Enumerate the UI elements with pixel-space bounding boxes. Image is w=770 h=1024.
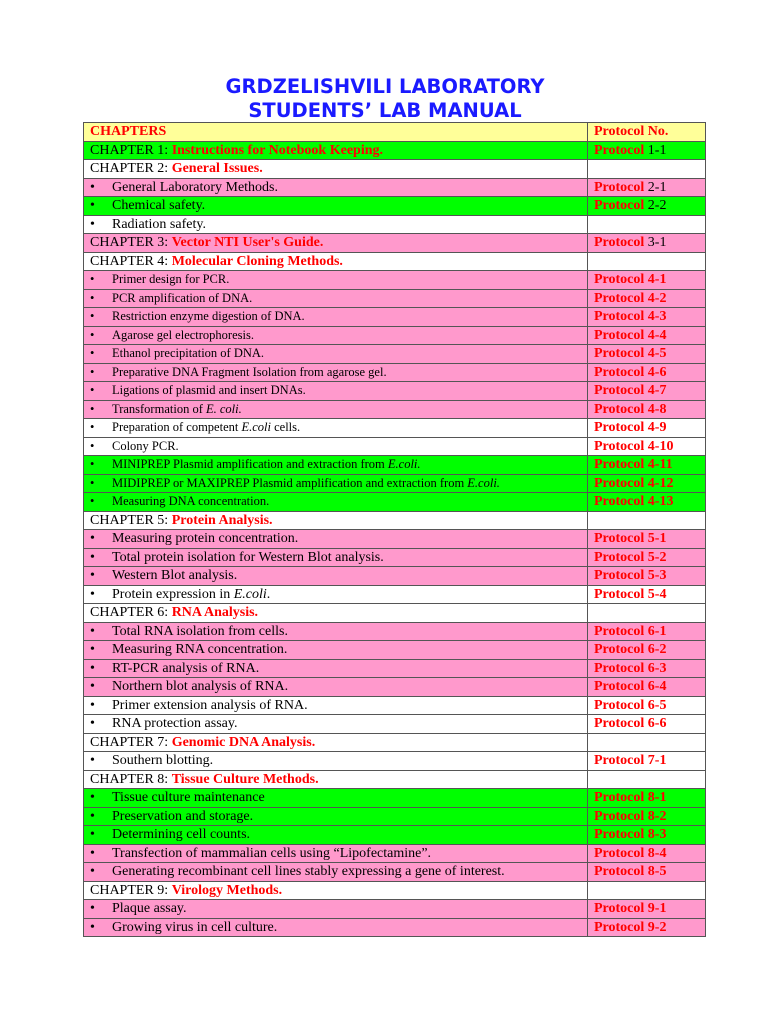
protocol-label: Protocol <box>594 845 645 861</box>
protocol-number: 4-2 <box>647 290 667 306</box>
protocol-label: Protocol <box>594 531 645 547</box>
protocol-cell <box>588 585 706 604</box>
protocol-cell <box>588 289 706 308</box>
method-cell <box>84 530 588 549</box>
chapter-title-cell <box>84 252 588 271</box>
protocol-cell <box>588 252 706 271</box>
method-cell <box>84 326 588 345</box>
protocol-number: 4-3 <box>647 309 667 325</box>
chapter-title-cell <box>84 160 588 179</box>
method-name: Transformation of <box>112 401 206 416</box>
method-name: Determining cell counts. <box>112 827 251 843</box>
protocol-cell <box>588 881 706 900</box>
protocol-cell <box>588 419 706 438</box>
protocol-label: Protocol <box>594 494 645 510</box>
protocol-number: 4-10 <box>647 438 674 454</box>
protocol-cell <box>588 326 706 345</box>
protocol-row <box>84 863 706 882</box>
protocol-row <box>84 918 706 937</box>
protocol-number: 6-2 <box>647 642 667 658</box>
bullet-icon: • <box>90 864 95 880</box>
bullet-icon: • <box>90 901 95 917</box>
method-name: Agarose gel electrophoresis. <box>112 327 254 342</box>
bullet-icon: • <box>90 679 95 695</box>
method-cell <box>84 585 588 604</box>
protocol-row <box>84 548 706 567</box>
protocol-label: Protocol <box>594 272 645 288</box>
chapter-label: CHAPTER 9: <box>90 882 172 898</box>
organism-name: E.coli. <box>387 457 421 472</box>
method-name: Southern blotting. <box>112 753 214 769</box>
protocol-row <box>84 363 706 382</box>
method-name: RNA protection assay. <box>112 716 238 732</box>
protocol-cell <box>588 548 706 567</box>
method-cell <box>84 807 588 826</box>
protocol-label: Protocol <box>594 235 645 251</box>
protocol-cell <box>588 863 706 882</box>
protocol-label: Protocol <box>594 586 645 602</box>
protocol-number: 9-2 <box>647 919 667 935</box>
bullet-icon: • <box>90 364 95 379</box>
protocol-cell <box>588 844 706 863</box>
method-name: MINIPREP Plasmid amplification and extraction from <box>112 457 388 472</box>
bullet-icon: • <box>90 198 95 214</box>
protocol-row <box>84 419 706 438</box>
protocol-row <box>84 215 706 234</box>
protocol-cell <box>588 807 706 826</box>
method-cell <box>84 752 588 771</box>
method-cell <box>84 456 588 475</box>
bullet-icon: • <box>90 327 95 342</box>
protocol-cell <box>588 493 706 512</box>
protocol-label: Protocol <box>594 142 645 158</box>
chapter-label: CHAPTER 7: <box>90 734 172 750</box>
bullet-icon: • <box>90 623 95 639</box>
protocol-row <box>84 696 706 715</box>
bullet-icon: • <box>90 346 95 361</box>
protocol-cell <box>588 345 706 364</box>
protocol-number: 4-8 <box>647 401 667 417</box>
method-name: Ligations of plasmid and insert DNAs. <box>112 383 306 398</box>
chapter-title-cell <box>84 511 588 530</box>
protocol-number: 8-2 <box>647 808 667 824</box>
protocol-row <box>84 900 706 919</box>
protocol-label: Protocol <box>594 457 645 473</box>
protocol-number: 4-7 <box>647 383 667 399</box>
bullet-icon: • <box>90 549 95 565</box>
protocol-label: Protocol <box>594 827 645 843</box>
chapter-name: Molecular Cloning Methods. <box>171 253 343 269</box>
method-cell <box>84 419 588 438</box>
method-name-suffix: . <box>266 586 271 602</box>
chapter-row <box>84 160 706 179</box>
chapter-name: Instructions for Notebook Keeping. <box>171 142 383 158</box>
protocol-label: Protocol <box>594 623 645 639</box>
protocol-label: Protocol <box>594 660 645 676</box>
protocol-number: 2-2 <box>647 198 667 214</box>
protocol-cell <box>588 178 706 197</box>
bullet-icon: • <box>90 401 95 416</box>
method-cell <box>84 678 588 697</box>
method-name: Restriction enzyme digestion of DNA. <box>112 309 305 324</box>
chapter-title-cell <box>84 733 588 752</box>
protocol-cell <box>588 215 706 234</box>
protocol-number: 8-4 <box>647 845 667 861</box>
protocol-label: Protocol <box>594 364 645 380</box>
chapter-title-cell <box>84 234 588 253</box>
protocol-number: 6-6 <box>647 716 667 732</box>
chapter-label: CHAPTER 8: <box>90 771 172 787</box>
bullet-icon: • <box>90 790 95 806</box>
method-cell <box>84 863 588 882</box>
bullet-icon: • <box>90 827 95 843</box>
method-cell <box>84 844 588 863</box>
protocol-cell <box>588 141 706 160</box>
protocol-number: 4-4 <box>647 327 667 343</box>
protocol-cell <box>588 530 706 549</box>
chapter-name: Virology Methods. <box>171 882 283 898</box>
method-name: Ethanol precipitation of DNA. <box>112 346 265 361</box>
protocol-row <box>84 326 706 345</box>
method-name: Preparation of competent <box>112 420 242 435</box>
bullet-icon: • <box>90 438 95 453</box>
protocol-cell <box>588 678 706 697</box>
protocol-number: 5-2 <box>647 549 667 565</box>
protocol-number: 4-11 <box>647 457 673 473</box>
bullet-icon: • <box>90 808 95 824</box>
method-cell <box>84 363 588 382</box>
method-name: PCR amplification of DNA. <box>112 290 253 305</box>
chapter-row <box>84 252 706 271</box>
chapter-name: Tissue Culture Methods. <box>171 771 319 787</box>
chapter-name: RNA Analysis. <box>171 605 259 621</box>
method-name: Total protein isolation for Western Blot analysis. <box>112 549 384 565</box>
method-cell <box>84 400 588 419</box>
protocol-row <box>84 678 706 697</box>
protocol-label: Protocol <box>594 401 645 417</box>
protocol-label: Protocol <box>594 475 645 491</box>
protocol-number: 5-1 <box>647 531 667 547</box>
protocol-row <box>84 308 706 327</box>
protocol-cell <box>588 308 706 327</box>
protocol-number: 5-3 <box>647 568 667 584</box>
protocol-cell <box>588 363 706 382</box>
protocol-row <box>84 641 706 660</box>
protocol-cell <box>588 437 706 456</box>
protocol-number: 4-1 <box>647 272 667 288</box>
protocol-cell <box>588 696 706 715</box>
protocol-row <box>84 197 706 216</box>
bullet-icon: • <box>90 179 95 195</box>
chapter-name: Vector NTI User's Guide. <box>171 235 324 251</box>
protocol-cell <box>588 641 706 660</box>
method-name: Tissue culture maintenance <box>112 790 265 806</box>
table-header-row <box>84 123 706 142</box>
protocol-number: 5-4 <box>647 586 667 602</box>
protocol-cell <box>588 511 706 530</box>
protocol-cell <box>588 271 706 290</box>
method-name: Total RNA isolation from cells. <box>112 623 288 639</box>
protocol-cell <box>588 789 706 808</box>
organism-name: E.coli <box>233 586 267 602</box>
method-cell <box>84 345 588 364</box>
chapter-row <box>84 141 706 160</box>
protocol-label: Protocol <box>594 753 645 769</box>
method-cell <box>84 918 588 937</box>
method-cell <box>84 567 588 586</box>
protocol-cell <box>588 567 706 586</box>
bullet-icon: • <box>90 716 95 732</box>
bullet-icon: • <box>90 309 95 324</box>
method-cell <box>84 826 588 845</box>
method-cell <box>84 178 588 197</box>
protocol-row <box>84 567 706 586</box>
method-name: Measuring DNA concentration. <box>112 494 270 509</box>
method-name: Primer design for PCR. <box>112 272 230 287</box>
protocol-row <box>84 826 706 845</box>
protocol-number: 8-5 <box>647 864 667 880</box>
method-cell <box>84 493 588 512</box>
chapter-row <box>84 234 706 253</box>
protocol-number: 6-4 <box>647 679 667 695</box>
protocol-cell <box>588 918 706 937</box>
protocol-row <box>84 289 706 308</box>
bullet-icon: • <box>90 420 95 435</box>
protocol-cell <box>588 382 706 401</box>
method-name: Chemical safety. <box>112 198 206 214</box>
protocol-number: 6-3 <box>647 660 667 676</box>
chapter-name: Protein Analysis. <box>171 512 273 528</box>
protocol-row <box>84 659 706 678</box>
protocol-cell <box>588 770 706 789</box>
chapter-label: CHAPTER 2: <box>90 161 172 177</box>
protocol-row <box>84 456 706 475</box>
chapter-label: CHAPTER 1: <box>90 142 172 158</box>
method-cell <box>84 474 588 493</box>
protocol-label: Protocol <box>594 420 645 436</box>
protocol-number: 2-1 <box>647 179 667 195</box>
protocol-cell <box>588 733 706 752</box>
method-cell <box>84 382 588 401</box>
protocol-number: 6-5 <box>647 697 667 713</box>
protocol-row <box>84 178 706 197</box>
chapter-row <box>84 881 706 900</box>
protocol-row <box>84 789 706 808</box>
bullet-icon: • <box>90 919 95 935</box>
protocol-label: Protocol <box>594 179 645 195</box>
protocol-label: Protocol <box>594 864 645 880</box>
protocol-label: Protocol <box>594 790 645 806</box>
method-cell <box>84 215 588 234</box>
bullet-icon: • <box>90 272 95 287</box>
protocol-row <box>84 844 706 863</box>
method-cell <box>84 900 588 919</box>
bullet-icon: • <box>90 642 95 658</box>
bullet-icon: • <box>90 475 95 490</box>
bullet-icon: • <box>90 290 95 305</box>
protocol-number: 4-12 <box>647 475 674 491</box>
protocol-row <box>84 400 706 419</box>
method-cell <box>84 715 588 734</box>
bullet-icon: • <box>90 383 95 398</box>
chapter-label: CHAPTER 6: <box>90 605 172 621</box>
bullet-icon: • <box>90 494 95 509</box>
method-name: Primer extension analysis of RNA. <box>112 697 308 713</box>
protocol-number: 4-6 <box>647 364 667 380</box>
bullet-icon: • <box>90 216 95 232</box>
method-name: General Laboratory Methods. <box>112 179 278 195</box>
chapter-label: CHAPTER 5: <box>90 512 172 528</box>
method-cell <box>84 789 588 808</box>
protocol-label: Protocol <box>594 697 645 713</box>
protocol-label: Protocol <box>594 198 645 214</box>
protocol-label: Protocol <box>594 901 645 917</box>
method-name: Plaque assay. <box>112 901 187 917</box>
protocol-row <box>84 585 706 604</box>
method-name: Growing virus in cell culture. <box>112 919 278 935</box>
method-name: Measuring protein concentration. <box>112 531 299 547</box>
method-name: Northern blot analysis of RNA. <box>112 679 289 695</box>
protocol-label: Protocol <box>594 346 645 362</box>
method-name: Radiation safety. <box>112 216 206 232</box>
chapter-row <box>84 511 706 530</box>
protocol-cell <box>588 474 706 493</box>
bullet-icon: • <box>90 845 95 861</box>
protocol-row <box>84 807 706 826</box>
method-name: Colony PCR. <box>112 438 179 453</box>
protocol-number: 9-1 <box>647 901 667 917</box>
chapter-title-cell <box>84 770 588 789</box>
bullet-icon: • <box>90 568 95 584</box>
chapter-name: Genomic DNA Analysis. <box>171 734 316 750</box>
chapters-header: CHAPTERS <box>84 123 588 142</box>
protocol-label: Protocol <box>594 919 645 935</box>
protocol-label: Protocol <box>594 290 645 306</box>
protocol-row <box>84 345 706 364</box>
protocol-row <box>84 622 706 641</box>
protocol-cell <box>588 456 706 475</box>
protocol-label: Protocol <box>594 568 645 584</box>
bullet-icon: • <box>90 531 95 547</box>
protocol-number: 6-1 <box>647 623 667 639</box>
protocol-row <box>84 382 706 401</box>
bullet-icon: • <box>90 586 95 602</box>
method-cell <box>84 197 588 216</box>
bullet-icon: • <box>90 753 95 769</box>
protocol-row <box>84 530 706 549</box>
protocol-cell <box>588 604 706 623</box>
chapter-label: CHAPTER 3: <box>90 235 172 251</box>
method-cell <box>84 641 588 660</box>
bullet-icon: • <box>90 697 95 713</box>
chapter-row <box>84 733 706 752</box>
chapter-title-cell <box>84 604 588 623</box>
method-cell <box>84 271 588 290</box>
protocol-row <box>84 715 706 734</box>
chapter-name: General Issues. <box>171 161 263 177</box>
protocol-row <box>84 437 706 456</box>
method-cell <box>84 622 588 641</box>
protocol-cell <box>588 715 706 734</box>
method-name: Generating recombinant cell lines stably expressing a gene of interest. <box>112 864 505 880</box>
method-name: Measuring RNA concentration. <box>112 642 288 658</box>
protocol-cell <box>588 197 706 216</box>
protocol-label: Protocol <box>594 549 645 565</box>
protocol-number: 4-9 <box>647 420 667 436</box>
protocol-row <box>84 752 706 771</box>
organism-name: E.coli <box>241 420 271 435</box>
method-cell <box>84 548 588 567</box>
method-name: RT-PCR analysis of RNA. <box>112 660 260 676</box>
method-name: MIDIPREP or MAXIPREP Plasmid amplification and extraction from <box>112 475 468 490</box>
method-cell <box>84 289 588 308</box>
protocol-number: 8-1 <box>647 790 667 806</box>
protocol-cell <box>588 160 706 179</box>
method-cell <box>84 437 588 456</box>
protocol-number: 4-13 <box>647 494 674 510</box>
protocol-cell <box>588 622 706 641</box>
protocol-cell <box>588 826 706 845</box>
title-line-1: GRDZELISHVILI LABORATORY <box>225 75 545 98</box>
protocol-number: 1-1 <box>647 142 667 158</box>
chapter-title-cell <box>84 141 588 160</box>
chapter-row <box>84 770 706 789</box>
bullet-icon: • <box>90 457 95 472</box>
protocol-cell <box>588 400 706 419</box>
protocol-label: Protocol <box>594 438 645 454</box>
method-name: Protein expression in <box>112 586 234 602</box>
protocol-cell <box>588 659 706 678</box>
organism-name: E. coli. <box>205 401 242 416</box>
protocol-cell <box>588 752 706 771</box>
document-title <box>0 75 770 123</box>
protocol-number: 3-1 <box>647 235 667 251</box>
protocol-label: Protocol <box>594 679 645 695</box>
method-name: Western Blot analysis. <box>112 568 238 584</box>
title-line-2: STUDENTS’ LAB MANUAL <box>248 99 522 122</box>
chapter-row <box>84 604 706 623</box>
protocol-row <box>84 493 706 512</box>
method-name: Preservation and storage. <box>112 808 254 824</box>
protocol-label: Protocol <box>594 309 645 325</box>
protocol-cell <box>588 900 706 919</box>
chapter-label: CHAPTER 4: <box>90 253 172 269</box>
protocol-header: Protocol No. <box>588 123 706 142</box>
method-name: Transfection of mammalian cells using “Lipofectamine”. <box>112 845 432 861</box>
protocol-label: Protocol <box>594 383 645 399</box>
protocol-row <box>84 271 706 290</box>
chapter-title-cell <box>84 881 588 900</box>
protocol-label: Protocol <box>594 716 645 732</box>
protocol-cell <box>588 234 706 253</box>
method-cell <box>84 308 588 327</box>
protocol-number: 8-3 <box>647 827 667 843</box>
protocol-label: Protocol <box>594 642 645 658</box>
protocol-label: Protocol <box>594 327 645 343</box>
method-name: Preparative DNA Fragment Isolation from agarose gel. <box>112 364 387 379</box>
protocol-row <box>84 474 706 493</box>
bullet-icon: • <box>90 660 95 676</box>
protocol-number: 4-5 <box>647 346 667 362</box>
method-name-suffix: cells. <box>270 420 301 435</box>
organism-name: E.coli. <box>467 475 500 490</box>
method-cell <box>84 659 588 678</box>
protocol-label: Protocol <box>594 808 645 824</box>
manual-table <box>83 122 706 937</box>
method-cell <box>84 696 588 715</box>
protocol-number: 7-1 <box>647 753 667 769</box>
